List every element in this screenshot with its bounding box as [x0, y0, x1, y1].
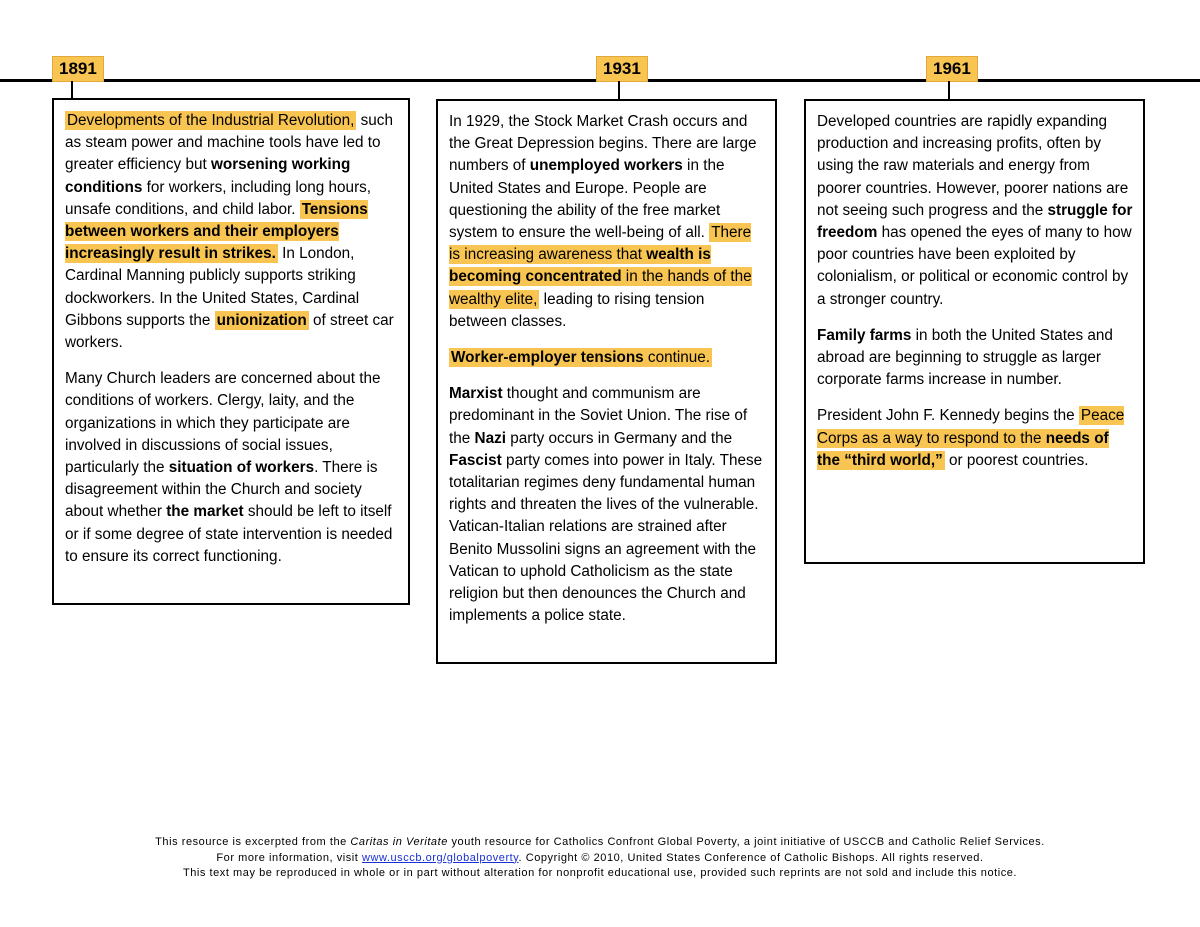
paragraph: Family farms in both the United States and abroad are beginning to struggle as larger corporate farms increase in number. [817, 326, 1113, 389]
paragraph: Developed countries are rapidly expanding production and increasing profits, often by using the raw materials and energy from poorer countries. However, poorer nations are not seeing such progress and the struggle for freedom has opened the eyes of many to how poor countries have been exploited by colonialism, or political or economic control by a stronger country. [817, 113, 1133, 308]
timeline-box-1931 [436, 99, 777, 664]
highlight: Tensions between workers and their employers increasingly result in strikes. [65, 200, 368, 263]
paragraph [449, 347, 765, 369]
highlight: unionization [216, 311, 307, 329]
paragraph: In 1929, the Stock Market Crash occurs and the Great Depression begins. There are large numbers of unemployed workers in the United States and Europe. People are questioning the ability of the free market system to ensure the well-being of all. There is increasing awareness that wealth is becoming concentrated in the hands of the wealthy elite, leading to rising tension between classes. [449, 113, 757, 330]
footer-line-2: For more information, visit www.usccb.org/globalpoverty. Copyright © 2010, United States Conference of Catholic Bishops. All rights reserved. [216, 851, 984, 864]
year-label-1931: 1931 [596, 56, 648, 82]
footer-line-3: This text may be reproduced in whole or in part without alteration for nonprofit educational use, provided such reprints are not sold and include this notice. [182, 867, 1018, 879]
paragraph: Marxist thought and communism are predominant in the Soviet Union. The rise of the Nazi party occurs in Germany and the Fascist party comes into power in Italy. These totalitarian regimes deny fundamental human rights and threaten the lives of the vulnerable. Vatican-Italian relations are strained after Benito Mussolini signs an agreement with the Vatican to uphold Catholicism as the state religion but then denounces the Church and implements a police state. [449, 385, 763, 625]
paragraph: Developments of the Industrial Revolution, such as steam power and machine tools have led to greater efficiency but worsening working conditions for workers, including long hours, unsafe conditions, and child labor. Tensions between workers and their employers increasingly result in strikes. In London, Cardinal Manning publicly supports striking dockworkers. In the United States, Cardinal Gibbons supports the unionization of street car workers. [65, 112, 394, 352]
highlight: Worker-employer tensions continue. [451, 349, 711, 367]
timeline-tick [71, 81, 73, 99]
timeline-tick [948, 81, 950, 99]
paragraph: Many Church leaders are concerned about the conditions of workers. Clergy, laity, and the organizations in which they participate are involved in discussions of social issues, particularly the situation of workers. There is disagreement within the Church and society about whether the market should be left to itself or if some degree of state intervention is needed to ensure its correct functioning. [65, 370, 393, 565]
timeline-tick [618, 81, 620, 99]
highlight: There is increasing awareness that wealth is becoming concentrated in the hands of the wealthy elite, [449, 224, 752, 308]
footer [0, 835, 1200, 882]
timeline-box-1891 [52, 98, 410, 605]
highlight: Peace Corps as a way to respond to the needs of the “third world,” [817, 407, 1125, 469]
year-label-1891: 1891 [52, 56, 104, 82]
globalpoverty-link[interactable]: www.usccb.org/globalpoverty [362, 851, 519, 864]
highlight: Developments of the Industrial Revolution, [67, 112, 355, 129]
year-label-1961: 1961 [926, 56, 978, 82]
timeline-box-1961 [804, 99, 1145, 564]
paragraph: President John F. Kennedy begins the Peace Corps as a way to respond to the needs of the “third world,” or poorest countries. [817, 407, 1125, 469]
footer-line-1: This resource is excerpted from the Caritas in Veritate youth resource for Catholics Confront Global Poverty, a joint initiative of USCCB and Catholic Relief Services. [155, 836, 1045, 848]
